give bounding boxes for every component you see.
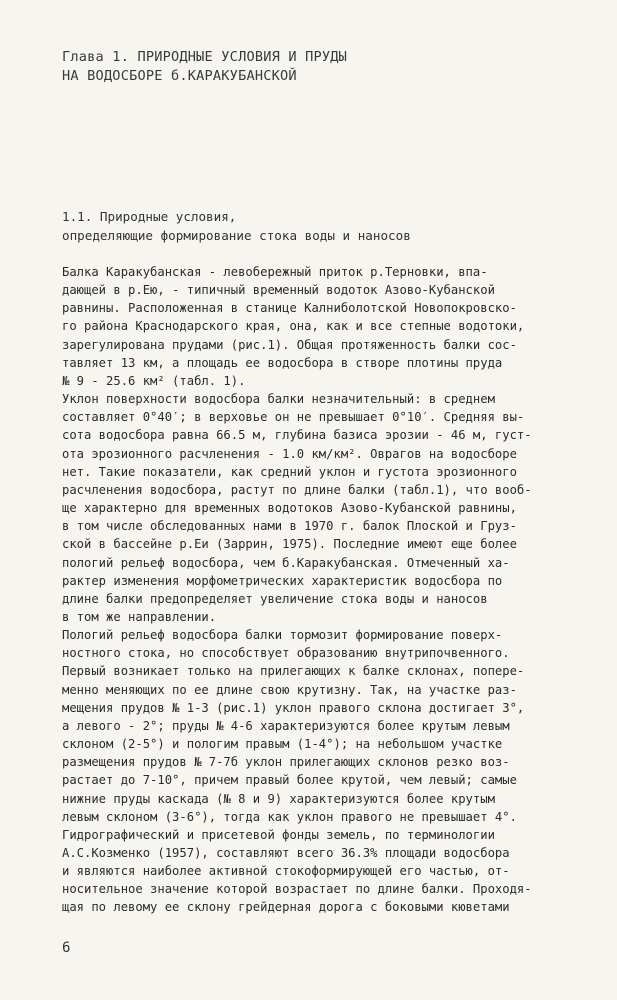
chapter-heading (62, 48, 562, 86)
text-line: ще характерно для временных водотоков Азово-Кубанской равнины, (62, 501, 517, 516)
text-line: А.С.Козменко (1957), составляют всего 36.3% площади водосбора (62, 846, 510, 860)
text-line: рактер изменения морфометрических характеристик водосбора по (62, 573, 503, 588)
text-line: и являются наиболее активной стокоформирующей его частью, от- (62, 864, 510, 879)
text-line: мещения прудов № 1-3 (рис.1) уклон правого склона достигает 3°, (62, 700, 525, 715)
text-line: носительное значение которой возрастает по длине балки. Проходя- (62, 882, 532, 897)
text-line: ностного стока, но способствует образованию внутрипочвенного. (62, 646, 510, 661)
text-line: Первый возникает только на прилегающих к балке склонах, попере- (62, 664, 525, 679)
text-line: Гидрографический и присетевой фонды земель, по терминологии (62, 827, 495, 842)
text-line: склоном (2-5°) и пологим правым (1-4°); на небольшом участке (62, 737, 503, 752)
text-line: го района Краснодарского края, она, как и все степные водотоки, (62, 319, 525, 334)
text-line: щая по левому ее склону грейдерная дорога с боковыми кюветами (62, 900, 510, 915)
text-line: размещения прудов № 7-7б уклон прилегающих склонов резко воз- (62, 755, 510, 770)
text-line: составляет 0°40′; в верховье он не превышает 0°10′. Средняя вы- (62, 410, 525, 425)
body-text (62, 263, 574, 917)
text-line: зарегулирована прудами (рис.1). Общая протяженность балки сос- (62, 337, 517, 352)
text-line: Балка Каракубанская - левобережный приток р.Терновки, впа- (62, 265, 488, 279)
text-line: левым склоном (3-6°), тогда как уклон правого не превышает 4°. (62, 809, 517, 824)
text-line: в том же направлении. (62, 609, 217, 624)
chapter-title-line-1: Глава 1. ПРИРОДНЫЕ УСЛОВИЯ И ПРУДЫ (62, 49, 348, 65)
text-line: Уклон поверхности водосбора балки незначительный: в среднем (62, 392, 495, 407)
section-heading (62, 207, 562, 245)
text-line: нижние пруды каскада (№ 8 и 9) характеризуются более крутым (62, 791, 495, 806)
text-line: менно меняющих по ее длине свою крутизну. Так, на участке раз- (62, 682, 517, 697)
text-line: № 9 - 25.6 км² (табл. 1). (62, 373, 246, 388)
page-number: 6 (62, 940, 71, 956)
text-line: а левого - 2°; пруды № 4-6 характеризуются более крутым левым (62, 718, 510, 733)
text-line: ской в бассейне р.Еи (Заррин, 1975). Последние имеют еще более (62, 537, 517, 552)
text-line: расчленения водосбора, растут по длине балки (табл.1), что вооб- (62, 482, 532, 497)
text-line: равнины. Расположенная в станице Калниболотской Новопокровско- (62, 301, 517, 316)
text-line: пологий рельеф водосбора, чем б.Каракубанская. Отмеченный ха- (62, 555, 510, 570)
text-line: ота эрозионного расчленения - 1.0 км/км². Оврагов на водосборе (62, 446, 517, 461)
text-line: нет. Такие показатели, как средний уклон и густота эрозионного (62, 464, 517, 479)
text-line: длине балки предопределяет увеличение стока воды и наносов (62, 591, 488, 606)
text-line: Пологий рельеф водосбора балки тормозит формирование поверх- (62, 628, 503, 643)
chapter-title-line-2: НА ВОДОСБОРЕ б.КАРАКУБАНСКОЙ (62, 68, 297, 84)
text-line: растает до 7-10°, причем правый более крутой, чем левый; самые (62, 773, 517, 788)
section-title-line-2: определяющие формирование стока воды и наносов (62, 228, 411, 243)
text-line: сота водосбора равна 66.5 м, глубина базиса эрозии - 46 м, густ- (62, 428, 532, 443)
text-line: тавляет 13 км, а площадь ее водосбора в створе плотины пруда (62, 355, 503, 370)
text-line: дающей в р.Ею, - типичный временный водоток Азово-Кубанской (62, 283, 495, 298)
section-title-line-1: 1.1. Природные условия, (62, 209, 237, 224)
text-line: в том числе обследованных нами в 1970 г. балок Плоской и Груз- (62, 519, 517, 534)
